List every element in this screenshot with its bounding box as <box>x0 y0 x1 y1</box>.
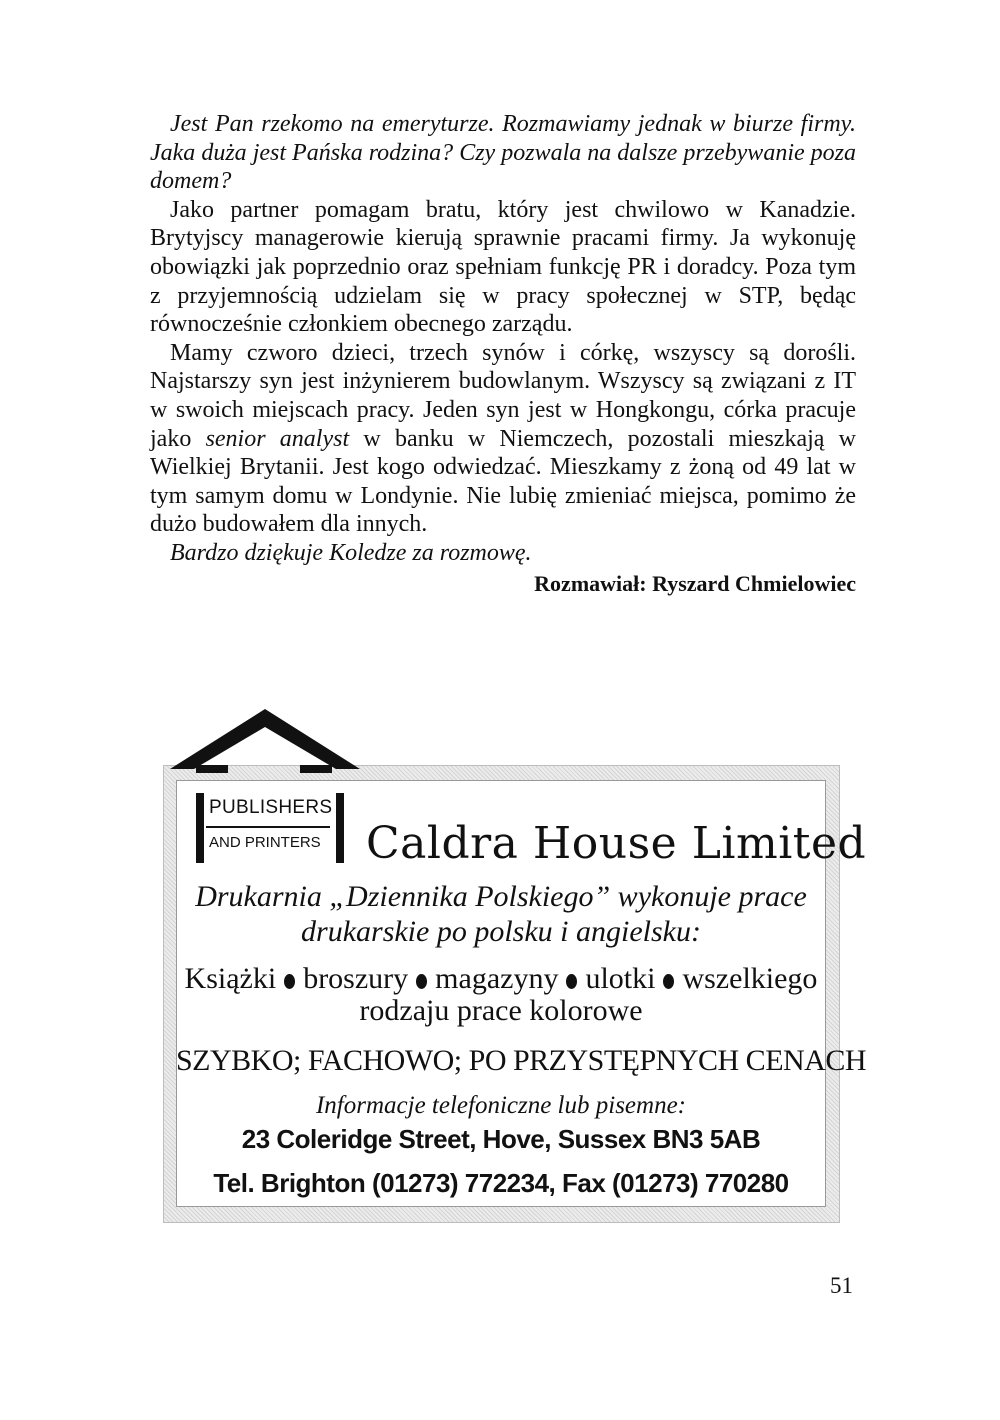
ad-products-continued: rodzaju prace kolorowe <box>359 994 643 1027</box>
emphasis-senior-analyst: senior analyst <box>205 425 350 452</box>
company-name: Caldra House Limited <box>366 818 867 869</box>
answer-paragraph-1: Jako partner pomagam bratu, który jest chwilowo w Kanadzie. Brytyjscy managerowie kierują sprawnie pracami firmy. Ja wykonuję obowiązki jak poprzednio oraz spełniam funkcję PR i doradcy. Poza tym z przyjemnością udzielam się w pracy społecznej w STP, będąc równocześnie członkiem obecnego zarządu. <box>150 196 856 338</box>
logo-divider <box>206 826 330 828</box>
ad-tagline-2: drukarskie po polsku i angielsku: <box>301 915 701 948</box>
product-item: magazyny <box>435 962 559 995</box>
product-item: broszury <box>303 962 409 995</box>
bullet-icon <box>416 974 427 989</box>
logo-left-bar <box>196 793 204 863</box>
ad-address: 23 Coleridge Street, Hove, Sussex BN3 5AB <box>241 1124 761 1154</box>
page-number: 51 <box>830 1273 853 1298</box>
logo-and-printers: AND PRINTERS <box>209 834 321 851</box>
product-item: wszelkiego <box>682 962 818 995</box>
article-body <box>150 110 856 598</box>
bullet-icon <box>284 974 295 989</box>
answer-paragraph-2-part-a: Mamy czworo dzieci, trzech synów i córkę, wszyscy są dorośli. Najstarszy syn jest inżynierem budowlanym. Wszyscy są związani z IT w swoich miejscach pracy. Jeden syn jest w Hongkongu, córka pracuje jako <box>150 339 856 452</box>
ad-phone: Tel. Brighton (01273) 772234, Fax (01273) 770280 <box>213 1168 789 1198</box>
bullet-icon <box>663 974 674 989</box>
product-item: Książki <box>184 962 277 995</box>
ad-products <box>176 962 826 996</box>
ad-slogan: SZYBKO; FACHOWO; PO PRZYSTĘPNYCH CENACH <box>176 1044 867 1077</box>
house-roof-icon <box>160 707 370 787</box>
ad-tagline-1: Drukarnia „Dziennika Polskiego” wykonuje prace <box>195 880 807 913</box>
ad-info: Informacje telefoniczne lub pisemne: <box>315 1092 687 1119</box>
answer-paragraph-2 <box>150 339 856 539</box>
answer-paragraph-2-part-b: w banku w Niemczech, pozostali mieszkają w Wielkiej Brytanii. Jest kogo odwiedzać. Mieszkamy z żoną od 49 lat w tym samym domu w Londynie. Nie lubię zmieniać miejsca, pomimo że dużo budowałem dla innych. <box>150 425 856 538</box>
interviewer-signature: Rozmawiał: Ryszard Chmielowiec <box>534 570 856 596</box>
logo-right-bar <box>336 793 344 863</box>
logo-publishers: PUBLISHERS <box>209 797 333 818</box>
closing-question: Bardzo dziękuje Koledze za rozmowę. <box>170 539 532 566</box>
product-item: ulotki <box>585 962 656 995</box>
bullet-icon <box>566 974 577 989</box>
question-1: Jest Pan rzekomo na emeryturze. Rozmawiamy jednak w biurze firmy. Jaka duża jest Pańska rodzina? Czy pozwala na dalsze przebywanie poza domem? <box>150 111 856 195</box>
